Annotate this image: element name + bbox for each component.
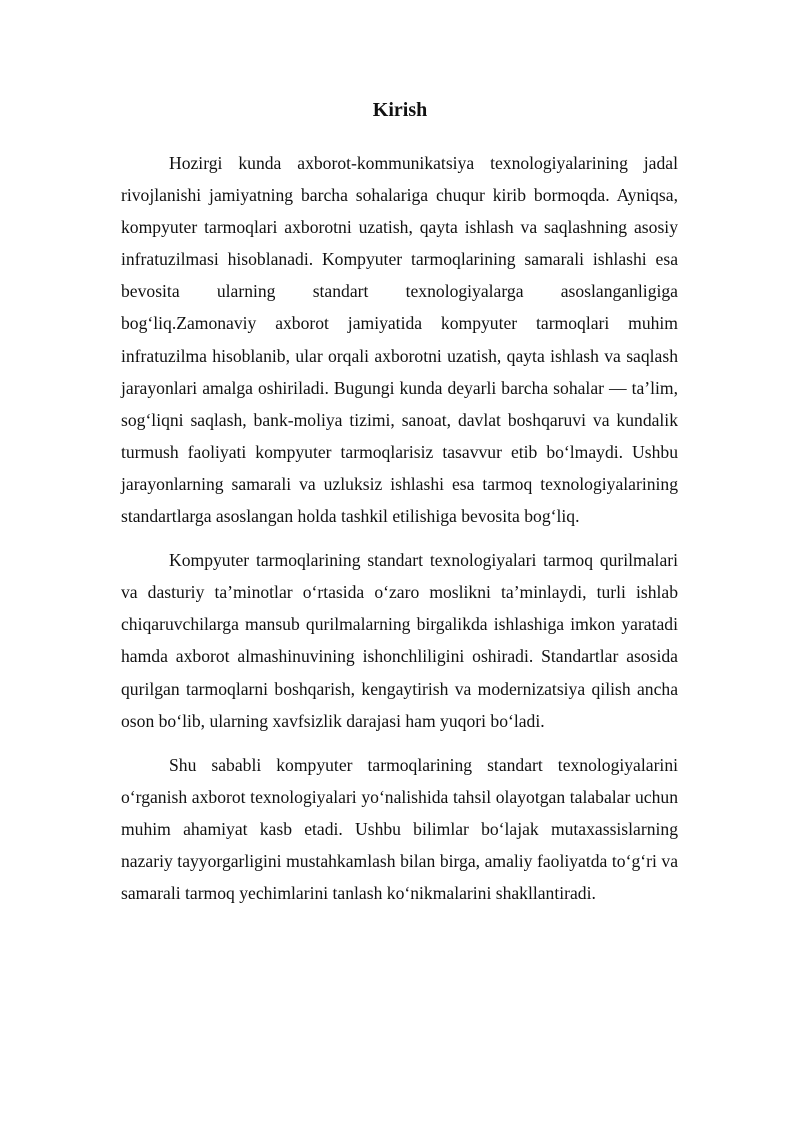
paragraph-1: Hozirgi kunda axborot-kommunikatsiya texnologiyalarining jadal rivojlanishi jamiyatning barcha sohalariga chuqur kirib bormoqda. Ayniqsa, kompyuter tarmoqlari axborotni uzatish, qayta ishlash va saqlashning asosiy infratuzilmasi hisoblanadi. Kompyuter tarmoqlarining samarali ishlashi esa bevosita ularning standart texnologiyalarga asoslanganligiga bog‘liq.Zamonaviy axborot jamiyatida kompyuter tarmoqlari muhim infratuzilma hisoblanib, ular orqali axborotni uzatish, qayta ishlash va saqlash jarayonlari amalga oshiriladi. Bugungi kunda deyarli barcha sohalar — ta’lim, sog‘liqni saqlash, bank-moliya tizimi, sanoat, davlat boshqaruvi va kundalik turmush faoliyati kompyuter tarmoqlarisiz tasavvur etib bo‘lmaydi. Ushbu jarayonlarning samarali va uzluksiz ishlashi esa tarmoq texnologiyalarining standartlarga asoslangan holda tashkil etilishiga bevosita bog‘liq. (121, 153, 678, 527)
paragraph-2: Kompyuter tarmoqlarining standart texnologiyalari tarmoq qurilmalari va dasturiy ta’minotlar o‘rtasida o‘zaro moslikni ta’minlaydi, turli ishlab chiqaruvchilarga mansub qurilmalarning birgalikda ishlashiga imkon yaratadi hamda axborot almashinuvining ishonchliligini oshiradi. Standartlar asosida qurilgan tarmoqlarni boshqarish, kengaytirish va modernizatsiya qilish ancha oson bo‘lib, ularning xavfsizlik darajasi ham yuqori bo‘ladi. (121, 550, 678, 731)
page-title: Kirish (372, 99, 428, 121)
paragraph-3: Shu sababli kompyuter tarmoqlarining standart texnologiyalarini o‘rganish axborot texnologiyalari yo‘nalishida tahsil olayotgan talabalar uchun muhim ahamiyat kasb etadi. Ushbu bilimlar bo‘lajak mutaxassislarning nazariy tayyorgarligini mustahkamlash bilan birga, amaliy faoliyatda to‘g‘ri va samarali tarmoq yechimlarini tanlash ko‘nikmalarini shakllantiradi. (121, 754, 678, 904)
document-body (121, 147, 678, 909)
